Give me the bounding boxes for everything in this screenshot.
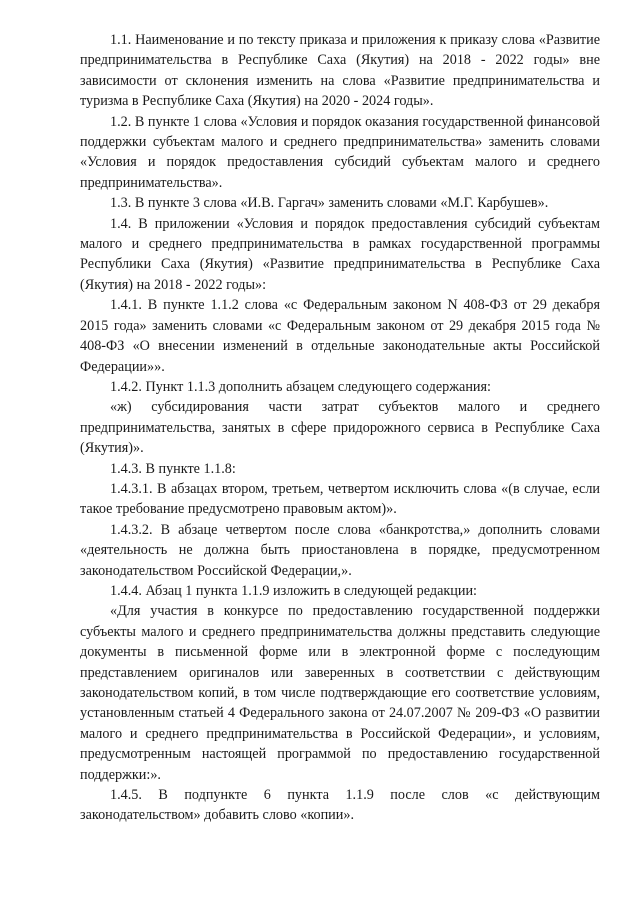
paragraph-1-4: 1.4. В приложении «Условия и порядок предоставления субсидий субъектам малого и среднего предпринимательства в рамках государственной программы Республики Саха (Якутия) «Развитие предпринимательства в Республике Саха (Якутия) на 2018 - 2022 годы»: — [80, 215, 600, 293]
paragraph-1-4-2: 1.4.2. Пункт 1.1.3 дополнить абзацем следующего содержания: — [110, 378, 491, 395]
paragraph-1-4-3: 1.4.3. В пункте 1.1.8: — [110, 460, 236, 477]
paragraph-1-4-1: 1.4.1. В пункте 1.1.2 слова «с Федеральным законом N 408-ФЗ от 29 декабря 2015 года» заменить словами «с Федеральным законом от 29 декабря 2015 года № 408-ФЗ «О внесении изменений в отдельные законодательные акты Российской Федерации»». — [80, 297, 600, 375]
paragraph-1-4-5: 1.4.5. В подпункте 6 пункта 1.1.9 после слов «с действующим законодательством» добавить слово «копии». — [80, 787, 600, 824]
paragraph-1-2: 1.2. В пункте 1 слова «Условия и порядок оказания государственной финансовой поддержки субъектам малого и среднего предпринимательства» заменить словами «Условия и порядок предоставления субсидий субъектам малого и среднего предпринимательства». — [80, 113, 600, 191]
paragraph-1-4-4-text: «Для участия в конкурсе по предоставлению государственной поддержки субъекты малого и среднего предпринимательства должны представить следующие документы в письменной форме или в электронной форме с последующим представлением оригиналов или заверенных в соответствии с действующим законодательством копий, в том числе подтверждающие его соответствие условиям, установленным статьей 4 Федерального закона от 24.07.2007 № 209-ФЗ «О развитии малого и среднего предпринимательства в Российской Федерации», и условиям, предусмотренным настоящей программой по предоставлению государственной поддержки:». — [80, 603, 600, 783]
paragraph-1-3: 1.3. В пункте 3 слова «И.В. Гаргач» заменить словами «М.Г. Карбушев». — [110, 195, 549, 212]
document-page — [80, 30, 600, 826]
paragraph-1-1: 1.1. Наименование и по тексту приказа и приложения к приказу слова «Развитие предпринимательства в Республике Саха (Якутия) на 2018 - 2022 годы» вне зависимости от склонения изменить на слова «Развитие предпринимательства и туризма в Республике Саха (Якутия) на 2020 - 2024 годы». — [80, 32, 600, 110]
paragraph-1-4-2-text: «ж) субсидирования части затрат субъектов малого и среднего предпринимательства, занятых в сфере придорожного сервиса в Республике Саха (Якутия)». — [80, 399, 600, 457]
paragraph-1-4-4: 1.4.4. Абзац 1 пункта 1.1.9 изложить в следующей редакции: — [110, 582, 477, 599]
paragraph-1-4-3-1: 1.4.3.1. В абзацах втором, третьем, четвертом исключить слова «(в случае, если такое требование предусмотрено правовым актом)». — [80, 480, 600, 518]
paragraph-1-4-3-2: 1.4.3.2. В абзаце четвертом после слова «банкротства,» дополнить словами «деятельность не должна быть приостановлена в порядке, предусмотренном законодательством Российской Федерации,». — [80, 521, 600, 579]
